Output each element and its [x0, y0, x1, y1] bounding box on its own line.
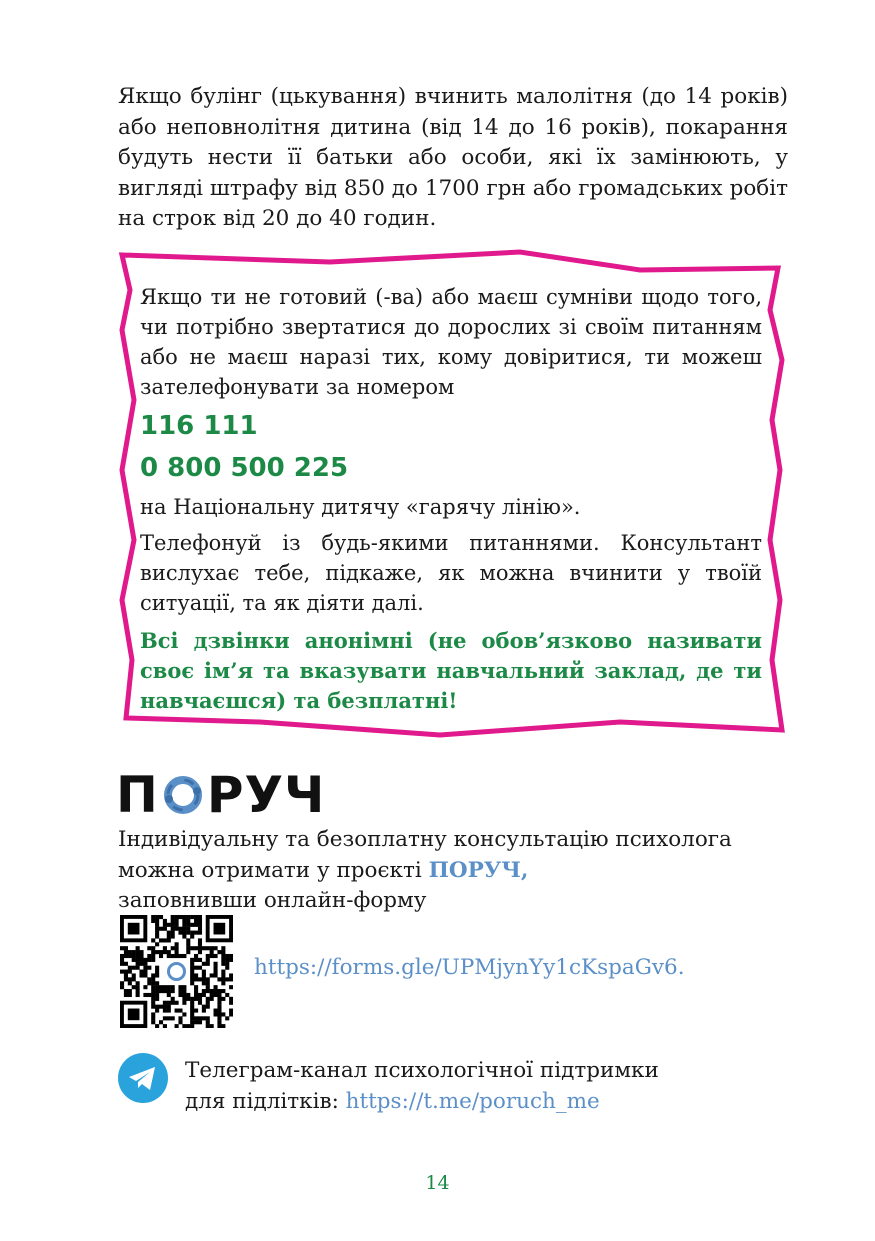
poruch-ring-icon — [161, 773, 205, 817]
telegram-text: Телеграм-канал психологічної підтримки для підлітків: — [185, 1058, 659, 1114]
poruch-paragraph — [118, 825, 768, 917]
logo-letter-p: П — [116, 766, 159, 824]
bullying-penalty-paragraph: Якщо булінг (цькування) вчинить малолітня (до 14 років) або неповнолітня дитина (від 14 до 16 років), покарання будуть нести її батьки або особи, які їх замінюють, у вигляді штрафу від 850 до 1700 грн або громадських робіт на строк від 20 до 40 годин. — [118, 84, 788, 231]
hotline-box — [140, 282, 762, 716]
form-link[interactable]: https://forms.gle/UPMjynYy1cKspaGv6. — [254, 955, 685, 980]
phone-number-primary[interactable]: 116 111 — [140, 411, 258, 441]
telegram-link[interactable]: https://t.me/poruch_me — [345, 1088, 600, 1114]
poruch-brand-name: ПОРУЧ, — [428, 857, 529, 883]
phone-number-secondary[interactable]: 0 800 500 225 — [140, 453, 349, 483]
hotline-name: на Національну дитячу «гарячу лінію». — [140, 495, 581, 519]
poruch-text-after: заповнивши онлайн-форму — [118, 888, 427, 913]
poruch-logo — [116, 766, 326, 824]
hotline-lead-text: Якщо ти не готовий (-ва) або маєш сумніви щодо того, чи потрібно звертатися до дорослих зі своїм питанням або не маєш наразі тих, кому довіритися, ти можеш зателефонувати за номером — [140, 285, 762, 399]
page-number: 14 — [425, 1172, 450, 1194]
qr-code[interactable] — [120, 915, 233, 1028]
poruch-text-before: Індивідуальну та безоплатну консультацію психолога можна отримати у проєкті — [118, 827, 732, 883]
logo-letters-ruch: РУЧ — [206, 766, 326, 824]
anonymous-note: Всі дзвінки анонімні (не обов’язково називати своє ім’я та вказувати навчальний заклад, де ти навчаєшся) та безплатні! — [140, 628, 762, 713]
call-advice-text: Телефонуй із будь-якими питаннями. Консультант вислухає тебе, підкаже, як можна вчинити у твоїй ситуації, та як діяти далі. — [140, 531, 762, 615]
telegram-paragraph — [185, 1056, 705, 1117]
telegram-icon[interactable] — [118, 1053, 168, 1103]
